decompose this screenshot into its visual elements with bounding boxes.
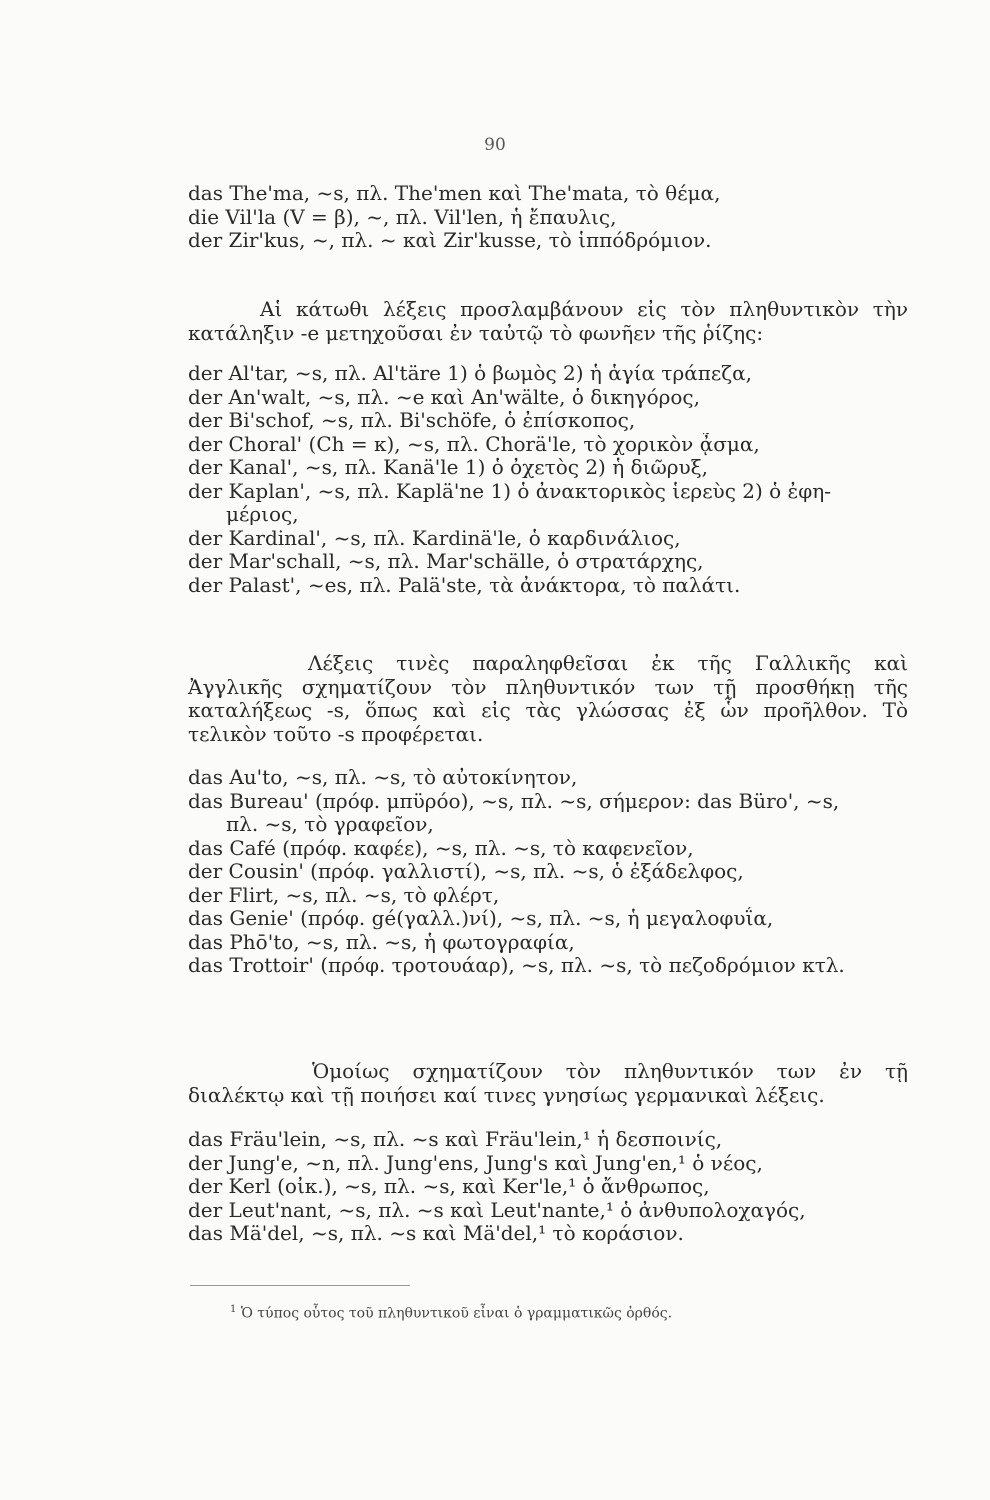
entry-line: das Mä'del, ~s, πλ. ~s καὶ Mä'del,¹ τὸ κοράσιον.: [188, 1222, 684, 1245]
paragraph-1: Αἱ κάτωθι λέξεις προσλαμβάνουν εἰς τὸν πληθυντικὸν τὴν κατάληξιν -e μετηχοῦσαι ἐν ταὐτῷ τὸ φωνῆεν τῆς ῥίζης:: [188, 297, 908, 345]
entry-line: der Bi'schof, ~s, πλ. Bi'schöfe, ὁ ἐπίσκοπος,: [188, 409, 636, 432]
footnote: [230, 1304, 672, 1322]
entry-line: das The'ma, ~s, πλ. The'men καὶ The'mata, τὸ θέμα,: [188, 182, 721, 205]
entry-line: der An'walt, ~s, πλ. ~e καὶ An'wälte, ὁ δικηγόρος,: [188, 385, 700, 409]
entry-line: der Kardinal', ~s, πλ. Kardinä'le, ὁ καρδινάλιος,: [188, 526, 681, 550]
entry-line: das Bureau' (πρόφ. μπϋρόο), ~s, πλ. ~s, σήμερον: das Büro', ~s,: [188, 789, 840, 813]
entry-line: der Jung'e, ~n, πλ. Jung'ens, Jung's καὶ Jung'en,¹ ὁ νέος,: [188, 1151, 763, 1175]
entry-line: der Kaplan', ~s, πλ. Kaplä'ne 1) ὁ ἀνακτορικὸς ἱερεὺς 2) ὁ ἐφη-: [188, 479, 832, 503]
entry-line: das Au'to, ~s, πλ. ~s, τὸ αὐτοκίνητον,: [188, 766, 578, 789]
entry-line: der Kanal', ~s, πλ. Kanä'le 1) ὁ ὀχετὸς 2) ἡ διῶρυξ,: [188, 456, 709, 479]
entry-line: das Phō'to, ~s, πλ. ~s, ἡ φωτογραφία,: [188, 930, 575, 954]
entries-block-1: [188, 182, 908, 253]
entries-block-4: [188, 1128, 908, 1246]
entry-line: das Trottoir' (πρόφ. τροτουάαρ), ~s, πλ. ~s, τὸ πεζοδρόμιον κτλ.: [188, 954, 845, 977]
entry-line: der Choral' (Ch = κ), ~s, πλ. Chorä'le, τὸ χορικὸν ᾆσμα,: [188, 432, 760, 456]
entry-line: der Zir'kus, ~, πλ. ~ καὶ Zir'kusse, τὸ ἱππόδρόμιον.: [188, 229, 712, 252]
page-number: 90: [484, 135, 506, 155]
entry-line: der Kerl (οἰκ.), ~s, πλ. ~s, καὶ Ker'le,¹ ὁ ἄνθρωπος,: [188, 1175, 710, 1198]
entry-line: der Leut'nant, ~s, πλ. ~s καὶ Leut'nante,¹ ὁ ἀνθυπολοχαγός,: [188, 1198, 806, 1222]
entry-line: das Genie' (πρόφ. gé(γαλλ.)νί), ~s, πλ. ~s, ἡ μεγαλοφυΐα,: [188, 907, 774, 930]
entries-block-2: [188, 362, 908, 597]
entry-line: der Flirt, ~s, πλ. ~s, τὸ φλέρτ,: [188, 883, 500, 907]
entry-line: μέριος,: [226, 503, 299, 526]
entry-line: die Vil'la (V = β), ~, πλ. Vil'len, ἡ ἔπαυλις,: [188, 205, 617, 229]
entry-line: der Cousin' (πρόφ. γαλλιστί), ~s, πλ. ~s, ὁ ἐξάδελφος,: [188, 860, 744, 883]
entry-line: der Mar'schall, ~s, πλ. Mar'schälle, ὁ στρατάρχης,: [188, 550, 704, 573]
entry-line: der Al'tar, ~s, πλ. Al'täre 1) ὁ βωμὸς 2) ἡ ἁγία τράπεζα,: [188, 362, 752, 385]
entries-block-3: [188, 766, 908, 978]
paragraph-2: Λέξεις τινὲς παραληφθεῖσαι ἐκ τῆς Γαλλικῆς καὶ Ἀγγλικῆς σχηματίζουν τὸν πληθυντικόν των τῇ προσθήκῃ τῆς καταλήξεως -s, ὅπως καὶ εἰς τὰς γλώσσας ἐξ ὧν προῆλθον. Τὸ τελικὸν τοῦτο -s προφέρεται.: [188, 651, 908, 746]
entry-line: der Palast', ~es, πλ. Palä'ste, τὰ ἀνάκτορα, τὸ παλάτι.: [188, 573, 741, 597]
entry-line: πλ. ~s, τὸ γραφεῖον,: [226, 813, 434, 836]
footnote-rule: [190, 1285, 410, 1286]
footnote-marker: 1: [230, 1304, 237, 1315]
paragraph-3: Ὁμοίως σχηματίζουν τὸν πληθυντικόν των ἐν τῇ διαλέκτῳ καὶ τῇ ποιήσει καί τινες γνησίως γερμανικαὶ λέξεις.: [188, 1059, 908, 1107]
entry-line: das Café (πρόφ. καφέε), ~s, πλ. ~s, τὸ καφενεῖον,: [188, 836, 694, 860]
entry-line: das Fräu'lein, ~s, πλ. ~s καὶ Fräu'lein,¹ ἡ δεσποινίς,: [188, 1128, 723, 1151]
footnote-text: Ὁ τύπος οὗτος τοῦ πληθυντικοῦ εἶναι ὁ γραμματικῶς ὀρθός.: [240, 1305, 673, 1322]
